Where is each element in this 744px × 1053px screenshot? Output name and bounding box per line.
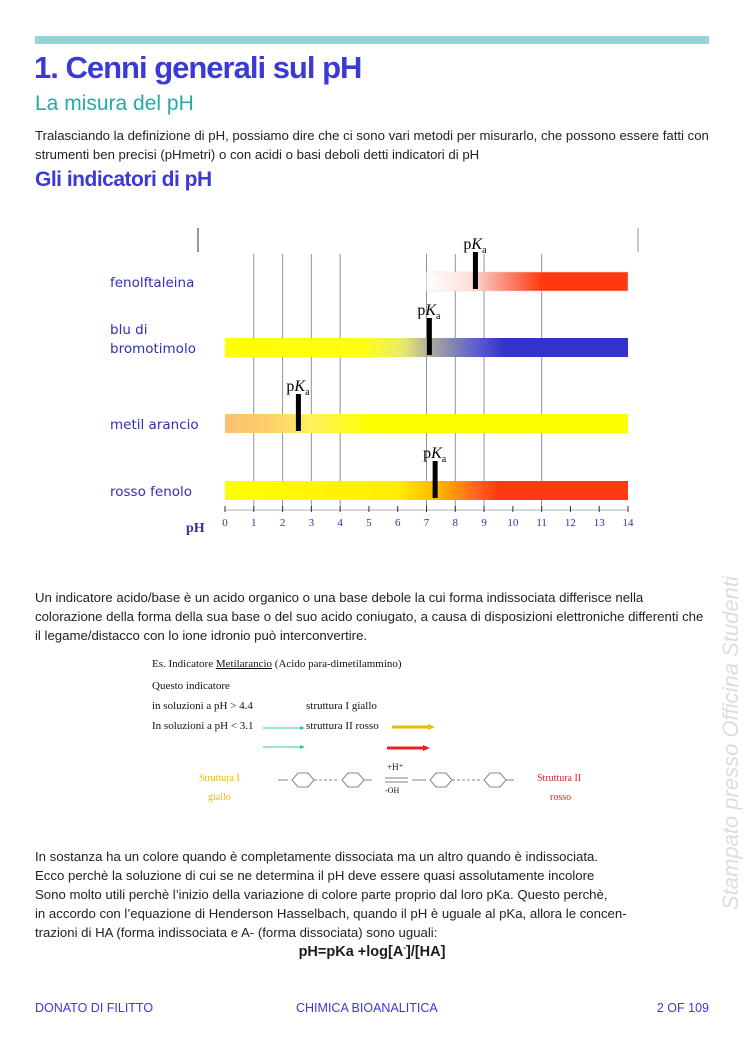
figure-text: Es. Indicatore (152, 658, 216, 670)
figure-line-4-right: struttura II rosso (306, 720, 379, 732)
pka-k: K (471, 236, 483, 253)
structure-i-color: giallo (208, 792, 231, 803)
footer-author: DONATO DI FILITTO (35, 1001, 154, 1015)
equilibrium-arrow-icon (385, 778, 408, 782)
x-tick-label: 0 (222, 517, 228, 529)
structure-i-label: Struttura I (199, 773, 240, 784)
figure-line-4: In soluzioni a pH < 3.1 (152, 720, 254, 732)
pka-k: K (431, 445, 442, 462)
x-tick-label: 12 (564, 517, 576, 529)
henderson-hasselbalch-formula (0, 943, 744, 960)
pka-label: $pK_a$ (463, 236, 487, 256)
figure-graphics (140, 650, 610, 810)
pka-label: $pK_a$ (417, 302, 441, 322)
red-arrow-icon (387, 745, 430, 751)
x-tick-label: 13 (593, 517, 605, 529)
figure-text: (Acido para-dimetilammino) (272, 658, 402, 670)
pka-subscript: a (436, 311, 441, 322)
formula-part: pH=pKa +log[A (298, 943, 404, 960)
figure-link-text: Metilarancio (215, 658, 273, 670)
section-heading: Gli indicatori di pH (35, 168, 212, 191)
indicator-label: rosso fenolo (110, 484, 193, 500)
footer-course: CHIMICA BIOANALITICA (296, 1001, 438, 1015)
indicator-bar-0 (427, 272, 629, 291)
pka-marker (296, 394, 301, 431)
figure-line-2: Questo indicatore (152, 680, 230, 692)
pka-subscript: a (441, 454, 447, 465)
indicator-label: fenolftaleina (110, 275, 195, 291)
indicator-label: blu di (110, 322, 148, 338)
body-paragraph-2 (35, 847, 715, 942)
formula-superscript: - (403, 943, 406, 952)
x-tick-label: 5 (366, 517, 372, 529)
indicator-label: bromotimolo (110, 341, 196, 357)
pka-marker (427, 318, 432, 355)
ph-indicator-chart (0, 220, 744, 550)
header-rule (35, 36, 709, 44)
x-tick-label: 7 (423, 517, 430, 529)
indicator-bar-1 (225, 338, 628, 357)
pka-k: K (425, 302, 437, 319)
pka-subscript: a (482, 245, 487, 256)
figure-line-3-right: struttura I giallo (306, 700, 377, 712)
teal-arrow-icon (263, 745, 305, 749)
x-tick-label: 9 (481, 517, 487, 529)
x-tick-label: 11 (536, 517, 547, 529)
pka-label: $pK_a$ (286, 378, 310, 398)
structure-ii-label: Struttura II (537, 773, 582, 784)
body-line: Ecco perchè la soluzione di cui se ne determina il pH deve essere quasi assolutamente incolore (35, 868, 595, 883)
methyl-orange-figure (140, 650, 610, 810)
x-tick-label: 10 (507, 517, 519, 529)
structure-ii-color: rosso (550, 792, 572, 803)
yellow-arrow-icon (392, 724, 435, 730)
x-tick-label: 8 (452, 517, 459, 529)
pka-subscript: a (305, 387, 310, 398)
x-tick-label: 3 (308, 517, 315, 529)
x-tick-label: 4 (337, 517, 343, 529)
pka-k: K (294, 378, 306, 395)
body-paragraph-1: Un indicatore acido/base è un acido organico o una base debole la cui forma indissociata differisce nella colorazione della forma della sua base o del suo acido coniugato, a causa di disposizioni elettroniche differenti che il legame/distacco con lo ione idronio può interconvertire. (35, 590, 704, 643)
indicator-bar-2 (225, 414, 628, 433)
pka-label: $pK_a$ (423, 445, 447, 465)
x-tick-label: 2 (279, 517, 286, 529)
body-line: in accordo con l’equazione di Henderson Hasselbach, quando il pH è uguale al pKa, allora le concen- (35, 906, 627, 921)
pka-marker (433, 461, 438, 498)
reagent-top: +H⁺ (387, 762, 404, 772)
section-subtitle: La misura del pH (35, 92, 194, 115)
watermark: Stampato presso Officina Studenti (718, 576, 743, 910)
body-line: Sono molto utili perchè l’inizio della variazione di colore parte proprio dal loro pKa. Questo perchè, (35, 887, 608, 902)
x-axis-label: pH (186, 521, 205, 536)
reagent-bottom: -OH (385, 786, 400, 795)
x-tick-label: 6 (394, 517, 401, 529)
body-line: trazioni di HA (forma indissociata e A- (forma dissociata) sono uguali: (35, 925, 438, 940)
figure-line-3: in soluzioni a pH > 4.4 (152, 700, 253, 712)
footer-page-number: 2 OF 109 (656, 1001, 709, 1015)
molecule-structure-i (278, 773, 372, 787)
pka-marker (473, 252, 478, 289)
teal-arrow-icon (263, 726, 305, 730)
x-tick-label: 1 (251, 517, 257, 529)
body-line: In sostanza ha un colore quando è completamente dissociata ma un altro quando è indissociata. (35, 849, 599, 864)
indicator-bar-3 (225, 481, 628, 500)
molecule-structure-ii (412, 773, 514, 787)
intro-paragraph: Tralasciando la definizione di pH, possiamo dire che ci sono vari metodi per misurarlo, che possono essere fatti con strumenti ben precisi (pHmetri) o con acidi o basi deboli detti indicatori di pH (35, 128, 709, 162)
x-tick-label: 14 (622, 517, 634, 529)
indicator-label: metil arancio (110, 417, 199, 433)
formula-part: ]/[HA] (405, 943, 446, 960)
page-title: 1. Cenni generali sul pH (34, 50, 362, 85)
